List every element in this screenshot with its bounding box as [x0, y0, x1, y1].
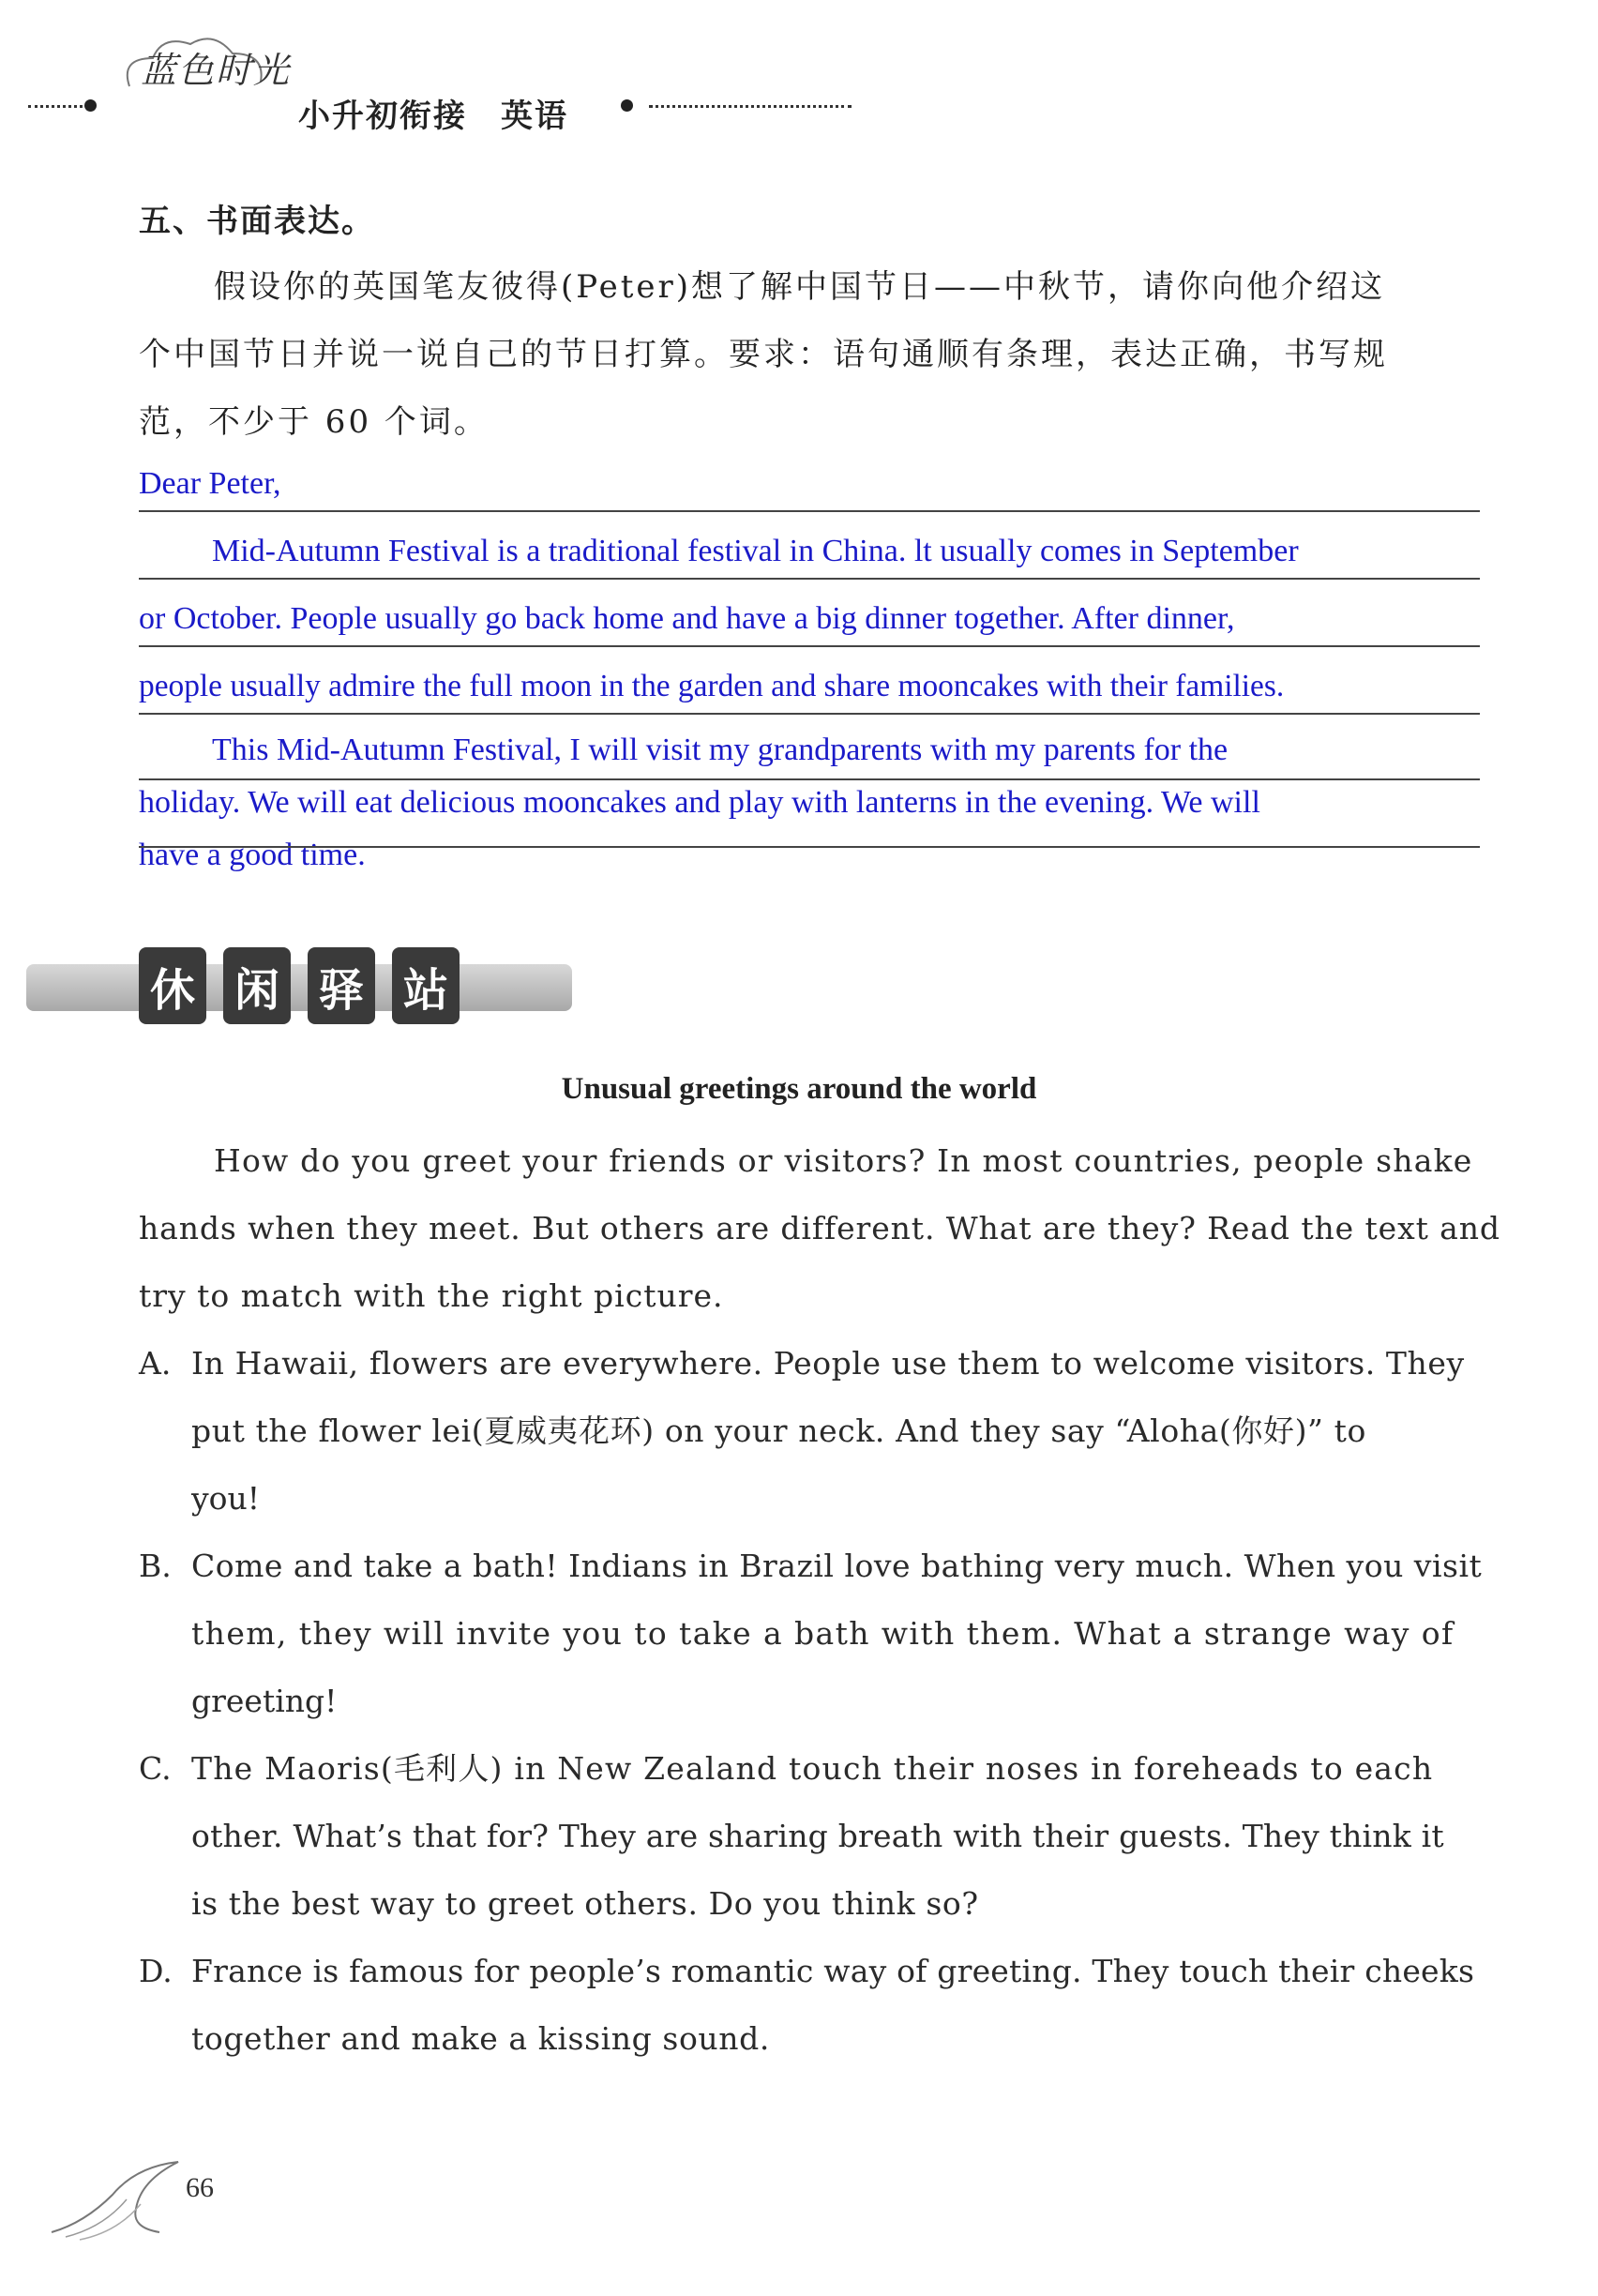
item-line: The Maoris(毛利人) in New Zealand touch their noses in foreheads to each [191, 1750, 1434, 1787]
item-line: greeting! [191, 1683, 338, 1719]
header-bullet [84, 99, 97, 112]
banner-char: 站 [392, 947, 460, 1024]
intro-line: try to match with the right picture. [139, 1277, 724, 1314]
reading-title: Unusual greetings around the world [561, 1072, 1037, 1106]
item-label: A. [139, 1345, 172, 1382]
item-line: Come and take a bath! Indians in Brazil love bathing very much. When you visit [191, 1548, 1483, 1584]
task-line: 个中国节日并说一说自己的节日打算。要求：语句通顺有条理，表达正确，书写规 [139, 336, 1388, 373]
intro-line: hands when they meet. But others are different. What are they? Read the text and [139, 1210, 1500, 1246]
answer-line: have a good time. [139, 838, 366, 872]
writing-rule [139, 846, 1480, 848]
header-dotted-rule-left [28, 105, 83, 108]
header-dotted-rule-right [649, 105, 852, 108]
answer-line: Mid-Autumn Festival is a traditional festival in China. lt usually comes in September [212, 534, 1299, 568]
task-line: 假设你的英国笔友彼得(Peter)想了解中国节日——中秋节，请你向他介绍这 [214, 268, 1386, 306]
leisure-banner-title [139, 947, 460, 1024]
writing-rule [139, 510, 1480, 512]
banner-char: 休 [139, 947, 206, 1024]
answer-line: Dear Peter, [139, 466, 281, 501]
item-label: C. [139, 1750, 172, 1787]
item-label: B. [139, 1548, 172, 1584]
banner-char: 驿 [308, 947, 375, 1024]
intro-line: How do you greet your friends or visitors? In most countries, people shake [214, 1142, 1473, 1179]
writing-rule [139, 645, 1480, 647]
answer-line: holiday. We will eat delicious mooncakes and play with lanterns in the evening. We will [139, 785, 1260, 820]
answer-line: This Mid-Autumn Festival, I will visit my grandparents with my parents for the [212, 733, 1229, 767]
item-line: together and make a kissing sound. [191, 2020, 770, 2057]
item-line: is the best way to greet others. Do you think so? [191, 1885, 979, 1922]
item-label: D. [139, 1953, 173, 1989]
header-bullet [621, 99, 633, 112]
page-number: 66 [186, 2172, 214, 2203]
series-logo: 蓝色时光 [141, 50, 292, 91]
answer-line: or October. People usually go back home and have a big dinner together. After dinner, [139, 601, 1235, 636]
item-line: you! [191, 1480, 261, 1517]
section-heading: 五、书面表达。 [139, 203, 375, 240]
item-line: France is famous for people’s romantic way of greeting. They touch their cheeks [191, 1953, 1475, 1989]
wave-icon [47, 2157, 188, 2242]
item-line: In Hawaii, flowers are everywhere. People use them to welcome visitors. They [191, 1345, 1465, 1382]
writing-rule [139, 778, 1480, 780]
item-line: them, they will invite you to take a bath with them. What a strange way of [191, 1615, 1455, 1652]
banner-char: 闲 [223, 947, 291, 1024]
writing-rule [139, 713, 1480, 715]
item-line: other. What’s that for? They are sharing breath with their guests. They think it [191, 1818, 1444, 1854]
item-line: put the flower lei(夏威夷花环) on your neck. And they say “Aloha(你好)” to [191, 1412, 1366, 1449]
answer-line: people usually admire the full moon in the garden and share mooncakes with their families. [139, 669, 1285, 703]
task-line: 范，不少于 60 个词。 [139, 403, 489, 441]
writing-rule [139, 578, 1480, 580]
header-title: 小升初衔接 英语 [298, 98, 568, 135]
